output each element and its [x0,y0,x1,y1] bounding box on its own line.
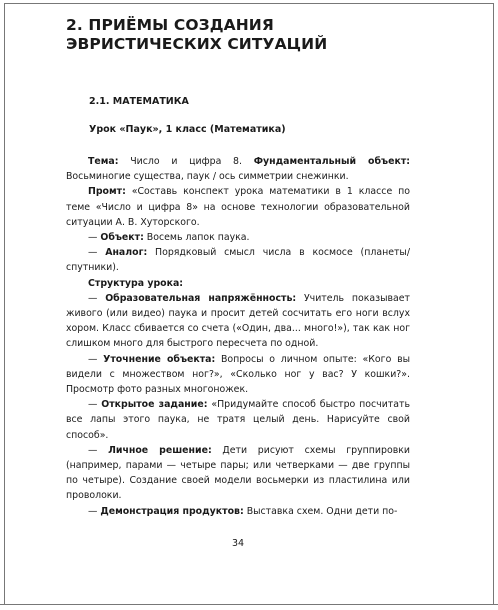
chapter-title-text: 2. ПРИЁМЫ СОЗДАНИЯ ЭВРИСТИЧЕСКИХ СИТУАЦИЙ [66,16,328,53]
paragraph-text: Вопросы о личном опыте: «Кого вы видели с множеством ног?», «Сколько ног у вас? У кошки?». Просмотр фото разных многоножек. [66,353,410,396]
lesson-heading: Урок «Паук», 1 класс (Математика) [89,124,286,135]
term-label: Личное решение: [108,444,212,456]
paragraph [66,154,410,184]
paragraph-text: Восемь лапок паука. [143,232,250,244]
term-label: Промт: [88,186,126,198]
paragraph [66,184,410,230]
paragraph [66,352,410,398]
term-label: Образовательная напряжённость: [105,292,297,304]
chapter-title [66,16,410,54]
page-number: 34 [231,538,245,549]
paragraph [66,397,410,443]
paragraph [66,230,410,245]
dash: — [88,292,106,304]
paragraph-text: «Составь конспект урока математики в 1 классе по теме «Число и цифра 8» на основе технологии образовательной ситуации А. В. Хуторского. [66,186,410,228]
term-label: Открытое задание: [101,399,208,411]
paragraph-text: Дети рисуют схемы группировки (например, парами — четыре пары; или четверками — две группы по четыре). Создание своей модели восьмерки из пластилина или проволоки. [66,444,410,502]
dash: — [88,505,101,517]
term-label: Объект: [100,232,144,244]
dash: — [88,444,109,456]
body-text [66,154,410,519]
term-label: Фундаментальный объект: [253,156,410,167]
paragraph [66,245,410,275]
page-content [66,16,411,517]
paragraph [66,291,410,352]
dash: — [88,353,104,365]
paragraph-text: Учитель показывает живого (или видео) паука и просит детей сосчитать его ноги вслух хором. Класс сбивается со счета («Один, два... много!»), так как ног слишком много для быстрого пересчета по одной. [66,292,411,350]
section-heading: 2.1. МАТЕМАТИКА [89,96,189,107]
paragraph-text: «Придумайте способ быстро посчитать все лапы этого паука, не тратя целый день. Нарисуйте свой способ». [66,399,410,441]
bottom-rule [0,604,498,605]
term-label: Аналог: [105,247,148,259]
paragraph [66,276,410,291]
term-label: Тема: [88,156,119,167]
dash: — [88,247,106,259]
paragraph-text: Число и цифра 8. [118,156,254,167]
paragraph-text: Восьминогие существа, паук / ось симметрии снежинки. [66,171,349,183]
paragraph [66,443,410,504]
term-label: Структура урока: [88,277,184,289]
term-label: Демонстрация продуктов: [100,505,244,517]
paragraph [66,504,410,519]
term-label: Уточнение объекта: [103,353,216,365]
paragraph-text: Порядковый смысл числа в космосе (планеты/спутники). [66,247,410,274]
dash: — [88,399,102,411]
paragraph-text: Выставка схем. Одни дети по- [243,505,398,517]
dash: — [88,232,101,244]
